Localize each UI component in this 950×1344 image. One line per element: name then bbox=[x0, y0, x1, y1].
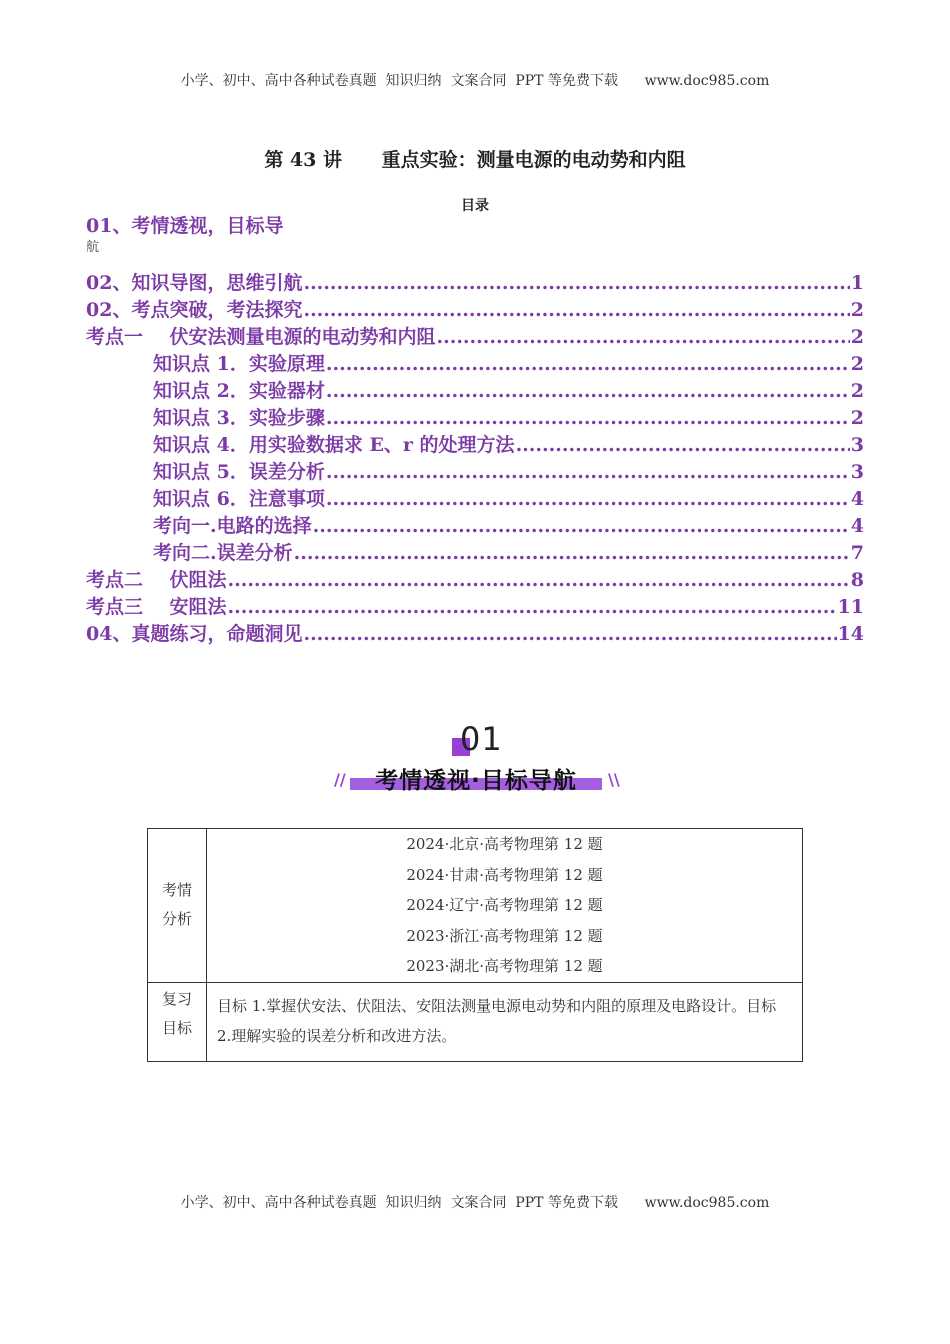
toc-leader-dots bbox=[313, 513, 850, 540]
toc-page-number: 2 bbox=[850, 326, 864, 348]
toc-item-label: 考点二 伏阻法 bbox=[86, 569, 227, 591]
toc-item-label: 考向二.误差分析 bbox=[153, 542, 293, 564]
toc-page-number: 4 bbox=[850, 515, 864, 537]
toc-item-label: 知识点 6．注意事项 bbox=[153, 488, 325, 510]
toc-item-amp-resistance[interactable] bbox=[86, 594, 864, 621]
decorative-slash-left: // bbox=[334, 770, 346, 789]
exam-reference: 2023·湖北·高考物理第 12 题 bbox=[406, 957, 603, 976]
page-footer: 小学、初中、高中各种试卷真题 知识归纳 文案合同 PPT 等免费下载 www.doc985.com bbox=[180, 1195, 770, 1211]
toc-leader-dots bbox=[516, 432, 850, 459]
toc-leader-dots bbox=[326, 378, 850, 405]
exam-reference: 2024·北京·高考物理第 12 题 bbox=[406, 835, 603, 853]
toc-leader-dots bbox=[303, 297, 849, 324]
toc-item-label: 知识点 3．实验步骤 bbox=[153, 407, 325, 429]
toc-page-number: 14 bbox=[837, 623, 864, 645]
toc-leader-dots bbox=[326, 405, 850, 432]
toc-item-goal-navigation[interactable]: 01、考情透视，目标导 bbox=[86, 215, 284, 237]
toc-page-number: 7 bbox=[850, 542, 864, 564]
toc-item-label: 知识点 4．用实验数据求 E、r 的处理方法 bbox=[153, 434, 515, 456]
section-title: 考情透视·目标导航 bbox=[375, 768, 577, 794]
toc-item-steps[interactable] bbox=[86, 405, 864, 432]
toc-item-equipment[interactable] bbox=[86, 378, 864, 405]
table-row-review-goals bbox=[148, 982, 803, 1061]
row-header-review-goals bbox=[148, 982, 207, 1061]
table-of-contents bbox=[86, 212, 864, 648]
decorative-slash-right: \\ bbox=[608, 770, 620, 789]
toc-page-number: 8 bbox=[850, 569, 864, 591]
toc-heading: 目录 bbox=[461, 198, 489, 214]
row-header-exam-analysis bbox=[148, 829, 207, 983]
toc-leader-dots bbox=[227, 567, 849, 594]
toc-leader-dots bbox=[227, 594, 836, 621]
exam-reference: 2023·浙江·高考物理第 12 题 bbox=[406, 926, 603, 945]
review-goals-text: 目标 1.掌握伏安法、伏阻法、安阻法测量电源电动势和内阻的原理及电路设计。目标 2.理解实验的误差分析和改进方法。 bbox=[207, 982, 803, 1061]
toc-item-label: 知识点 1．实验原理 bbox=[153, 353, 325, 375]
toc-page-number: 2 bbox=[850, 353, 864, 375]
table-row-exam-analysis bbox=[148, 829, 803, 983]
exam-analysis-table bbox=[147, 828, 803, 1062]
toc-item-label: 知识点 5．误差分析 bbox=[153, 461, 325, 483]
row-header-line: 复习 bbox=[161, 989, 192, 1008]
toc-leader-dots bbox=[303, 621, 836, 648]
document-title: 第 43 讲 重点实验：测量电源的电动势和内阻 bbox=[264, 149, 686, 171]
toc-item-precautions[interactable] bbox=[86, 486, 864, 513]
row-header-line: 考情 bbox=[161, 881, 192, 900]
toc-page-number: 1 bbox=[850, 272, 864, 294]
toc-item-error-analysis[interactable] bbox=[86, 459, 864, 486]
page-header: 小学、初中、高中各种试卷真题 知识归纳 文案合同 PPT 等免费下载 www.doc985.com bbox=[180, 73, 770, 89]
toc-leader-dots bbox=[294, 540, 850, 567]
toc-item-circuit-choice[interactable] bbox=[86, 513, 864, 540]
toc-item-data-processing[interactable] bbox=[86, 432, 864, 459]
toc-item-label: 考向一.电路的选择 bbox=[153, 515, 312, 537]
row-header-line: 目标 bbox=[161, 1018, 192, 1037]
toc-item-principle[interactable] bbox=[86, 351, 864, 378]
section-number: 01 bbox=[460, 720, 503, 758]
toc-leader-dots bbox=[326, 486, 850, 513]
toc-page-number: 2 bbox=[850, 380, 864, 402]
toc-page-number: 3 bbox=[850, 434, 864, 456]
toc-page-number: 11 bbox=[837, 596, 864, 618]
toc-page-number: 3 bbox=[850, 461, 864, 483]
toc-item-label: 04、真题练习，命题洞见 bbox=[86, 623, 303, 645]
toc-item-label: 考点三 安阻法 bbox=[86, 596, 227, 618]
toc-item-label: 02、知识导图，思维引航 bbox=[86, 272, 303, 294]
toc-item-key-points[interactable] bbox=[86, 297, 864, 324]
exam-reference: 2024·甘肃·高考物理第 12 题 bbox=[406, 865, 603, 884]
toc-leader-dots bbox=[436, 324, 849, 351]
toc-item-knowledge-map[interactable] bbox=[86, 270, 864, 297]
toc-item-label: 知识点 2．实验器材 bbox=[153, 380, 325, 402]
toc-page-number: 2 bbox=[850, 407, 864, 429]
toc-item-label: 02、考点突破，考法探究 bbox=[86, 299, 303, 321]
row-header-line: 分析 bbox=[161, 910, 192, 929]
exam-list-cell bbox=[207, 829, 803, 983]
toc-leader-dots bbox=[303, 270, 849, 297]
toc-leader-dots bbox=[326, 459, 850, 486]
toc-item-error-direction[interactable] bbox=[86, 540, 864, 567]
toc-item-wrap-text: 航 bbox=[86, 240, 100, 255]
toc-page-number: 2 bbox=[850, 299, 864, 321]
toc-item-volt-resistance[interactable] bbox=[86, 567, 864, 594]
toc-item-voltammetry[interactable] bbox=[86, 324, 864, 351]
toc-page-number: 4 bbox=[850, 488, 864, 510]
toc-item-past-exams[interactable] bbox=[86, 621, 864, 648]
exam-reference: 2024·辽宁·高考物理第 12 题 bbox=[406, 896, 603, 915]
toc-leader-dots bbox=[326, 351, 850, 378]
section-banner bbox=[330, 720, 620, 800]
toc-item-label: 考点一 伏安法测量电源的电动势和内阻 bbox=[86, 326, 436, 348]
